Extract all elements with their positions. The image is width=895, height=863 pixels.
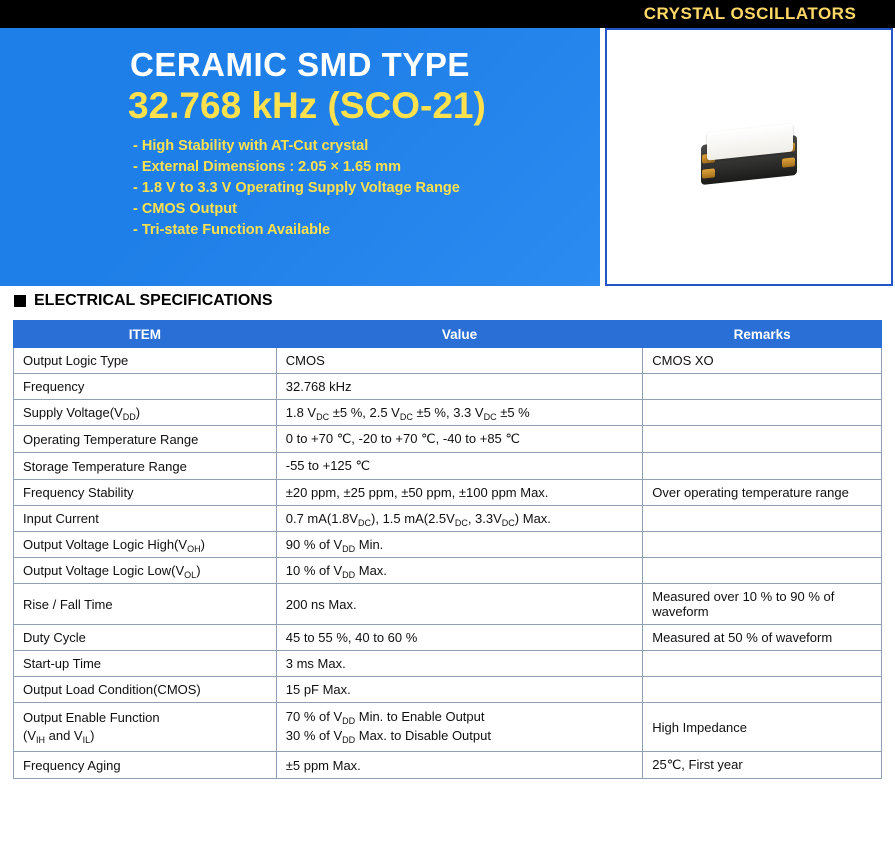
cell-remarks (643, 453, 882, 480)
banner-subtitle: 32.768 kHz (SCO-21) (128, 85, 486, 126)
cell-value: 0 to +70 ℃, -20 to +70 ℃, -40 to +85 ℃ (276, 426, 643, 453)
table-row (14, 400, 882, 426)
category-title: CRYSTAL OSCILLATORS (605, 0, 895, 28)
cell-item: Supply $Voltage(V_{DD})$ (14, 400, 277, 426)
section-heading-label: ELECTRICAL SPECIFICATIONS (34, 292, 273, 309)
cell-value: 200 ns Max. (276, 584, 643, 625)
table-row (14, 374, 882, 400)
cell-value: 32.768 kHz (276, 374, 643, 400)
cell-item: Output Logic Type (14, 348, 277, 374)
table-row (14, 625, 882, 651)
cell-value: ±5 ppm Max. (276, 752, 643, 779)
cell-remarks (643, 400, 882, 426)
table-body (14, 348, 882, 779)
feature-item: - Tri-state Function Available (133, 222, 331, 238)
column-header-item: ITEM (14, 321, 277, 348)
electrical-specifications-table (13, 320, 882, 779)
banner-title: CERAMIC SMD TYPE (130, 46, 470, 83)
cell-value: 10 % of $V_{DD}$ Max. (276, 558, 643, 584)
table-row (14, 426, 882, 453)
cell-item: Output Load Condition(CMOS) (14, 677, 277, 703)
cell-item: Output Voltage Logic $High(V_{OH})$ (14, 532, 277, 558)
cell-item: Frequency Aging (14, 752, 277, 779)
chip-pad-icon (702, 168, 715, 178)
table-row (14, 480, 882, 506)
cell-remarks (643, 426, 882, 453)
table-row (14, 677, 882, 703)
feature-item: - External Dimensions : 2.05 × 1.65 mm (133, 159, 401, 175)
table-row (14, 703, 882, 752)
smd-oscillator-image (701, 126, 797, 188)
cell-item: Frequency Stability (14, 480, 277, 506)
cell-remarks: 25℃, First year (643, 752, 882, 779)
cell-remarks: Measured over 10 % to 90 % of waveform (643, 584, 882, 625)
cell-remarks: High Impedance (643, 703, 882, 752)
cell-value: 1.8 $V_{DC} \pm 5$ %, 2.5 $V_{DC} \pm 5$ %, 3.3 $V_{DC} \pm 5$ % (276, 400, 643, 426)
table-row (14, 506, 882, 532)
cell-value: 3 ms Max. (276, 651, 643, 677)
feature-item: - CMOS Output (133, 201, 237, 217)
table-row (14, 651, 882, 677)
cell-value: CMOS (276, 348, 643, 374)
section-heading (14, 292, 273, 310)
table-row (14, 532, 882, 558)
table-row (14, 453, 882, 480)
cell-remarks (643, 374, 882, 400)
top-header-bar (0, 0, 895, 28)
product-photo-box (605, 28, 893, 286)
cell-value: -55 to +125 ℃ (276, 453, 643, 480)
table-row (14, 752, 882, 779)
cell-item: Frequency (14, 374, 277, 400)
cell-remarks: Over operating temperature range (643, 480, 882, 506)
cell-remarks: CMOS XO (643, 348, 882, 374)
chip-pad-icon (782, 157, 795, 167)
cell-item: Output Enable Function ($V_{IH}$ and $V_{IL}$) (14, 703, 277, 752)
cell-remarks (643, 651, 882, 677)
product-banner (0, 28, 600, 286)
cell-remarks (643, 532, 882, 558)
cell-remarks (643, 506, 882, 532)
feature-item: - 1.8 V to 3.3 V Operating Supply Voltage Range (133, 180, 460, 196)
column-header-value: Value (276, 321, 643, 348)
cell-value: 0.7 $mA(1.8V_{DC})$, 1.5 $mA(2.5V_{DC}$, $3.3V_{DC}$) Max. (276, 506, 643, 532)
square-bullet-icon (14, 295, 26, 307)
table-row (14, 348, 882, 374)
cell-item: Storage Temperature Range (14, 453, 277, 480)
cell-value: ±20 ppm, ±25 ppm, ±50 ppm, ±100 ppm Max. (276, 480, 643, 506)
cell-value: 90 % of $V_{DD}$ Min. (276, 532, 643, 558)
cell-item: Operating Temperature Range (14, 426, 277, 453)
cell-item: Output Voltage Logic $Low(V_{OL})$ (14, 558, 277, 584)
cell-item: Rise / Fall Time (14, 584, 277, 625)
table-header-row (14, 321, 882, 348)
cell-item: Input Current (14, 506, 277, 532)
column-header-remarks: Remarks (643, 321, 882, 348)
cell-value: 15 pF Max. (276, 677, 643, 703)
cell-item: Start-up Time (14, 651, 277, 677)
cell-value: 70 % of $V_{DD}$ Min. to Enable Output 30 % of $V_{DD}$ Max. to Disable Output (276, 703, 643, 752)
header-left-block (0, 0, 605, 28)
table-row (14, 584, 882, 625)
feature-item: - High Stability with AT-Cut crystal (133, 138, 369, 154)
cell-value: 45 to 55 %, 40 to 60 % (276, 625, 643, 651)
cell-remarks (643, 558, 882, 584)
cell-remarks: Measured at 50 % of waveform (643, 625, 882, 651)
cell-item: Duty Cycle (14, 625, 277, 651)
table-row (14, 558, 882, 584)
feature-list (133, 136, 460, 241)
cell-remarks (643, 677, 882, 703)
